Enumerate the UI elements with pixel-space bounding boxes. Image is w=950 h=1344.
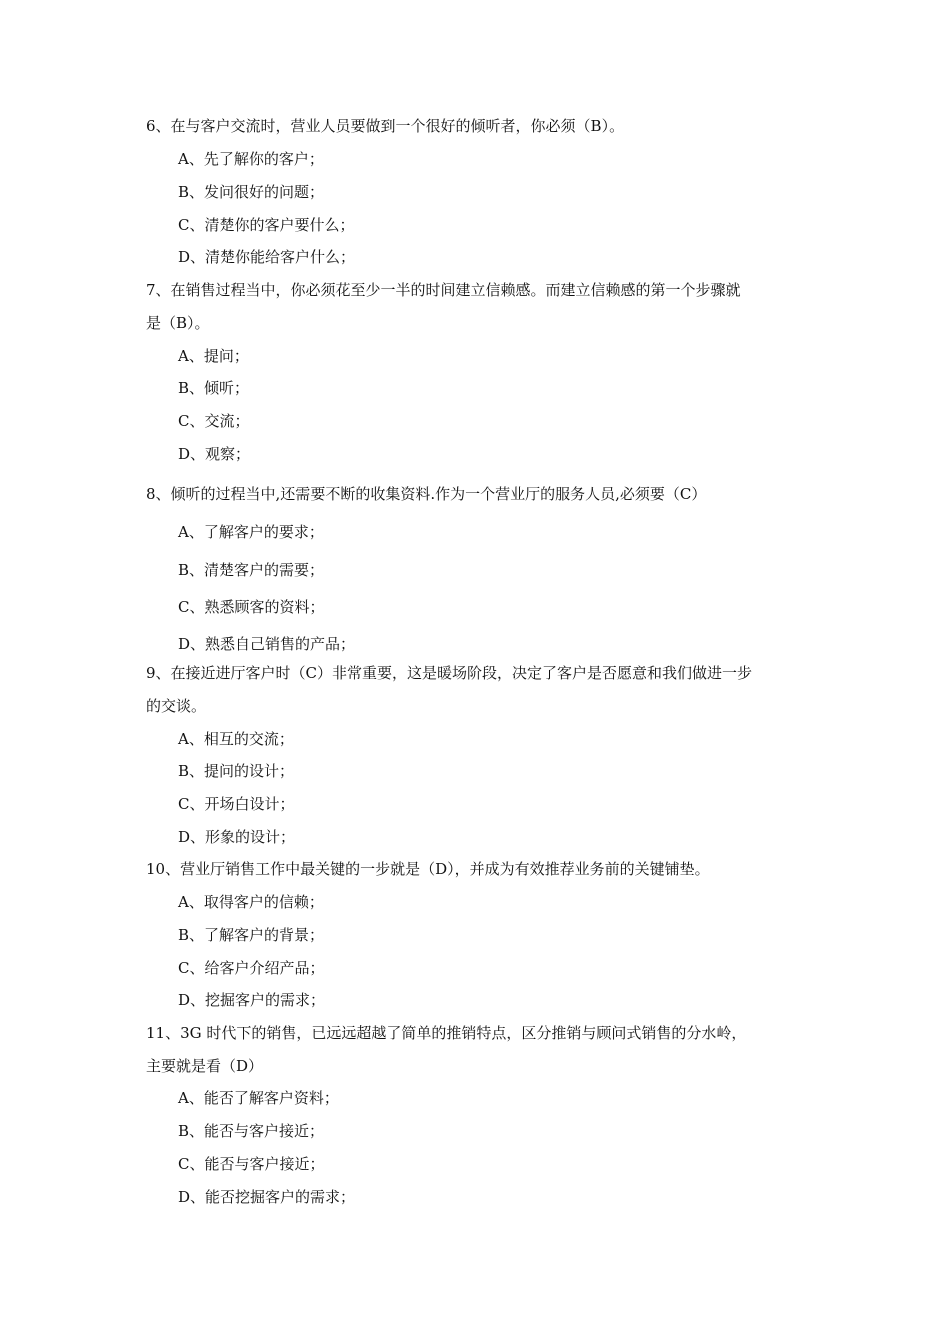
question-8-stem: 8、倾听的过程当中,还需要不断的收集资料.作为一个营业厅的服务人员,必须要（C） — [146, 485, 707, 503]
question-11-option-a: A、能否了解客户资料； — [178, 1089, 339, 1107]
question-6-option-b: B、发问很好的问题； — [178, 183, 325, 201]
question-9-option-c: C、开场白设计； — [178, 795, 295, 813]
question-10-option-b: B、了解客户的背景； — [178, 926, 325, 944]
question-10-option-a: A、取得客户的信赖； — [178, 893, 324, 911]
question-7-stem-line-2: 是（B）。 — [146, 314, 210, 332]
question-7-option-b: B、倾听； — [178, 379, 250, 397]
question-9-stem-line-2: 的交谈。 — [146, 697, 207, 715]
question-9-option-b: B、提问的设计； — [178, 762, 295, 780]
question-10-stem: 10、营业厅销售工作中最关键的一步就是（D），并成为有效推荐业务前的关键铺垫。 — [146, 860, 710, 878]
question-7-option-a: A、提问； — [178, 347, 249, 365]
question-7-stem-line-1: 7、在销售过程当中，你必须花至少一半的时间建立信赖感。而建立信赖感的第一个步骤就 — [146, 281, 741, 299]
question-10-option-d: D、挖掘客户的需求； — [178, 991, 326, 1009]
question-8-option-a: A、了解客户的要求； — [178, 523, 324, 541]
question-6-option-c: C、清楚你的客户要什么； — [178, 216, 355, 234]
question-8-option-c: C、熟悉顾客的资料； — [178, 598, 325, 616]
question-7-option-c: C、交流； — [178, 412, 250, 430]
question-11-option-b: B、能否与客户接近； — [178, 1122, 325, 1140]
question-11-option-d: D、能否挖掘客户的需求； — [178, 1188, 356, 1206]
question-9-stem-line-1: 9、在接近进厅客户时（C）非常重要，这是暖场阶段，决定了客户是否愿意和我们做进一步 — [146, 664, 753, 682]
question-10-option-c: C、给客户介绍产品； — [178, 959, 325, 977]
question-9-option-a: A、相互的交流； — [178, 730, 294, 748]
question-11-stem-line-1: 11、3G 时代下的销售，已远远超越了简单的推销特点，区分推销与顾问式销售的分水岭， — [146, 1024, 747, 1042]
question-9-option-d: D、形象的设计； — [178, 828, 296, 846]
question-8-option-b: B、清楚客户的需要； — [178, 561, 325, 579]
question-6-option-a: A、先了解你的客户； — [178, 150, 324, 168]
question-7-option-d: D、观察； — [178, 445, 251, 463]
question-11-option-c: C、能否与客户接近； — [178, 1155, 325, 1173]
question-8-option-d: D、熟悉自己销售的产品； — [178, 635, 356, 653]
question-6-stem: 6、在与客户交流时，营业人员要做到一个很好的倾听者，你必须（B）。 — [146, 117, 625, 135]
question-11-stem-line-2: 主要就是看（D） — [146, 1057, 264, 1075]
question-6-option-d: D、清楚你能给客户什么； — [178, 248, 356, 266]
